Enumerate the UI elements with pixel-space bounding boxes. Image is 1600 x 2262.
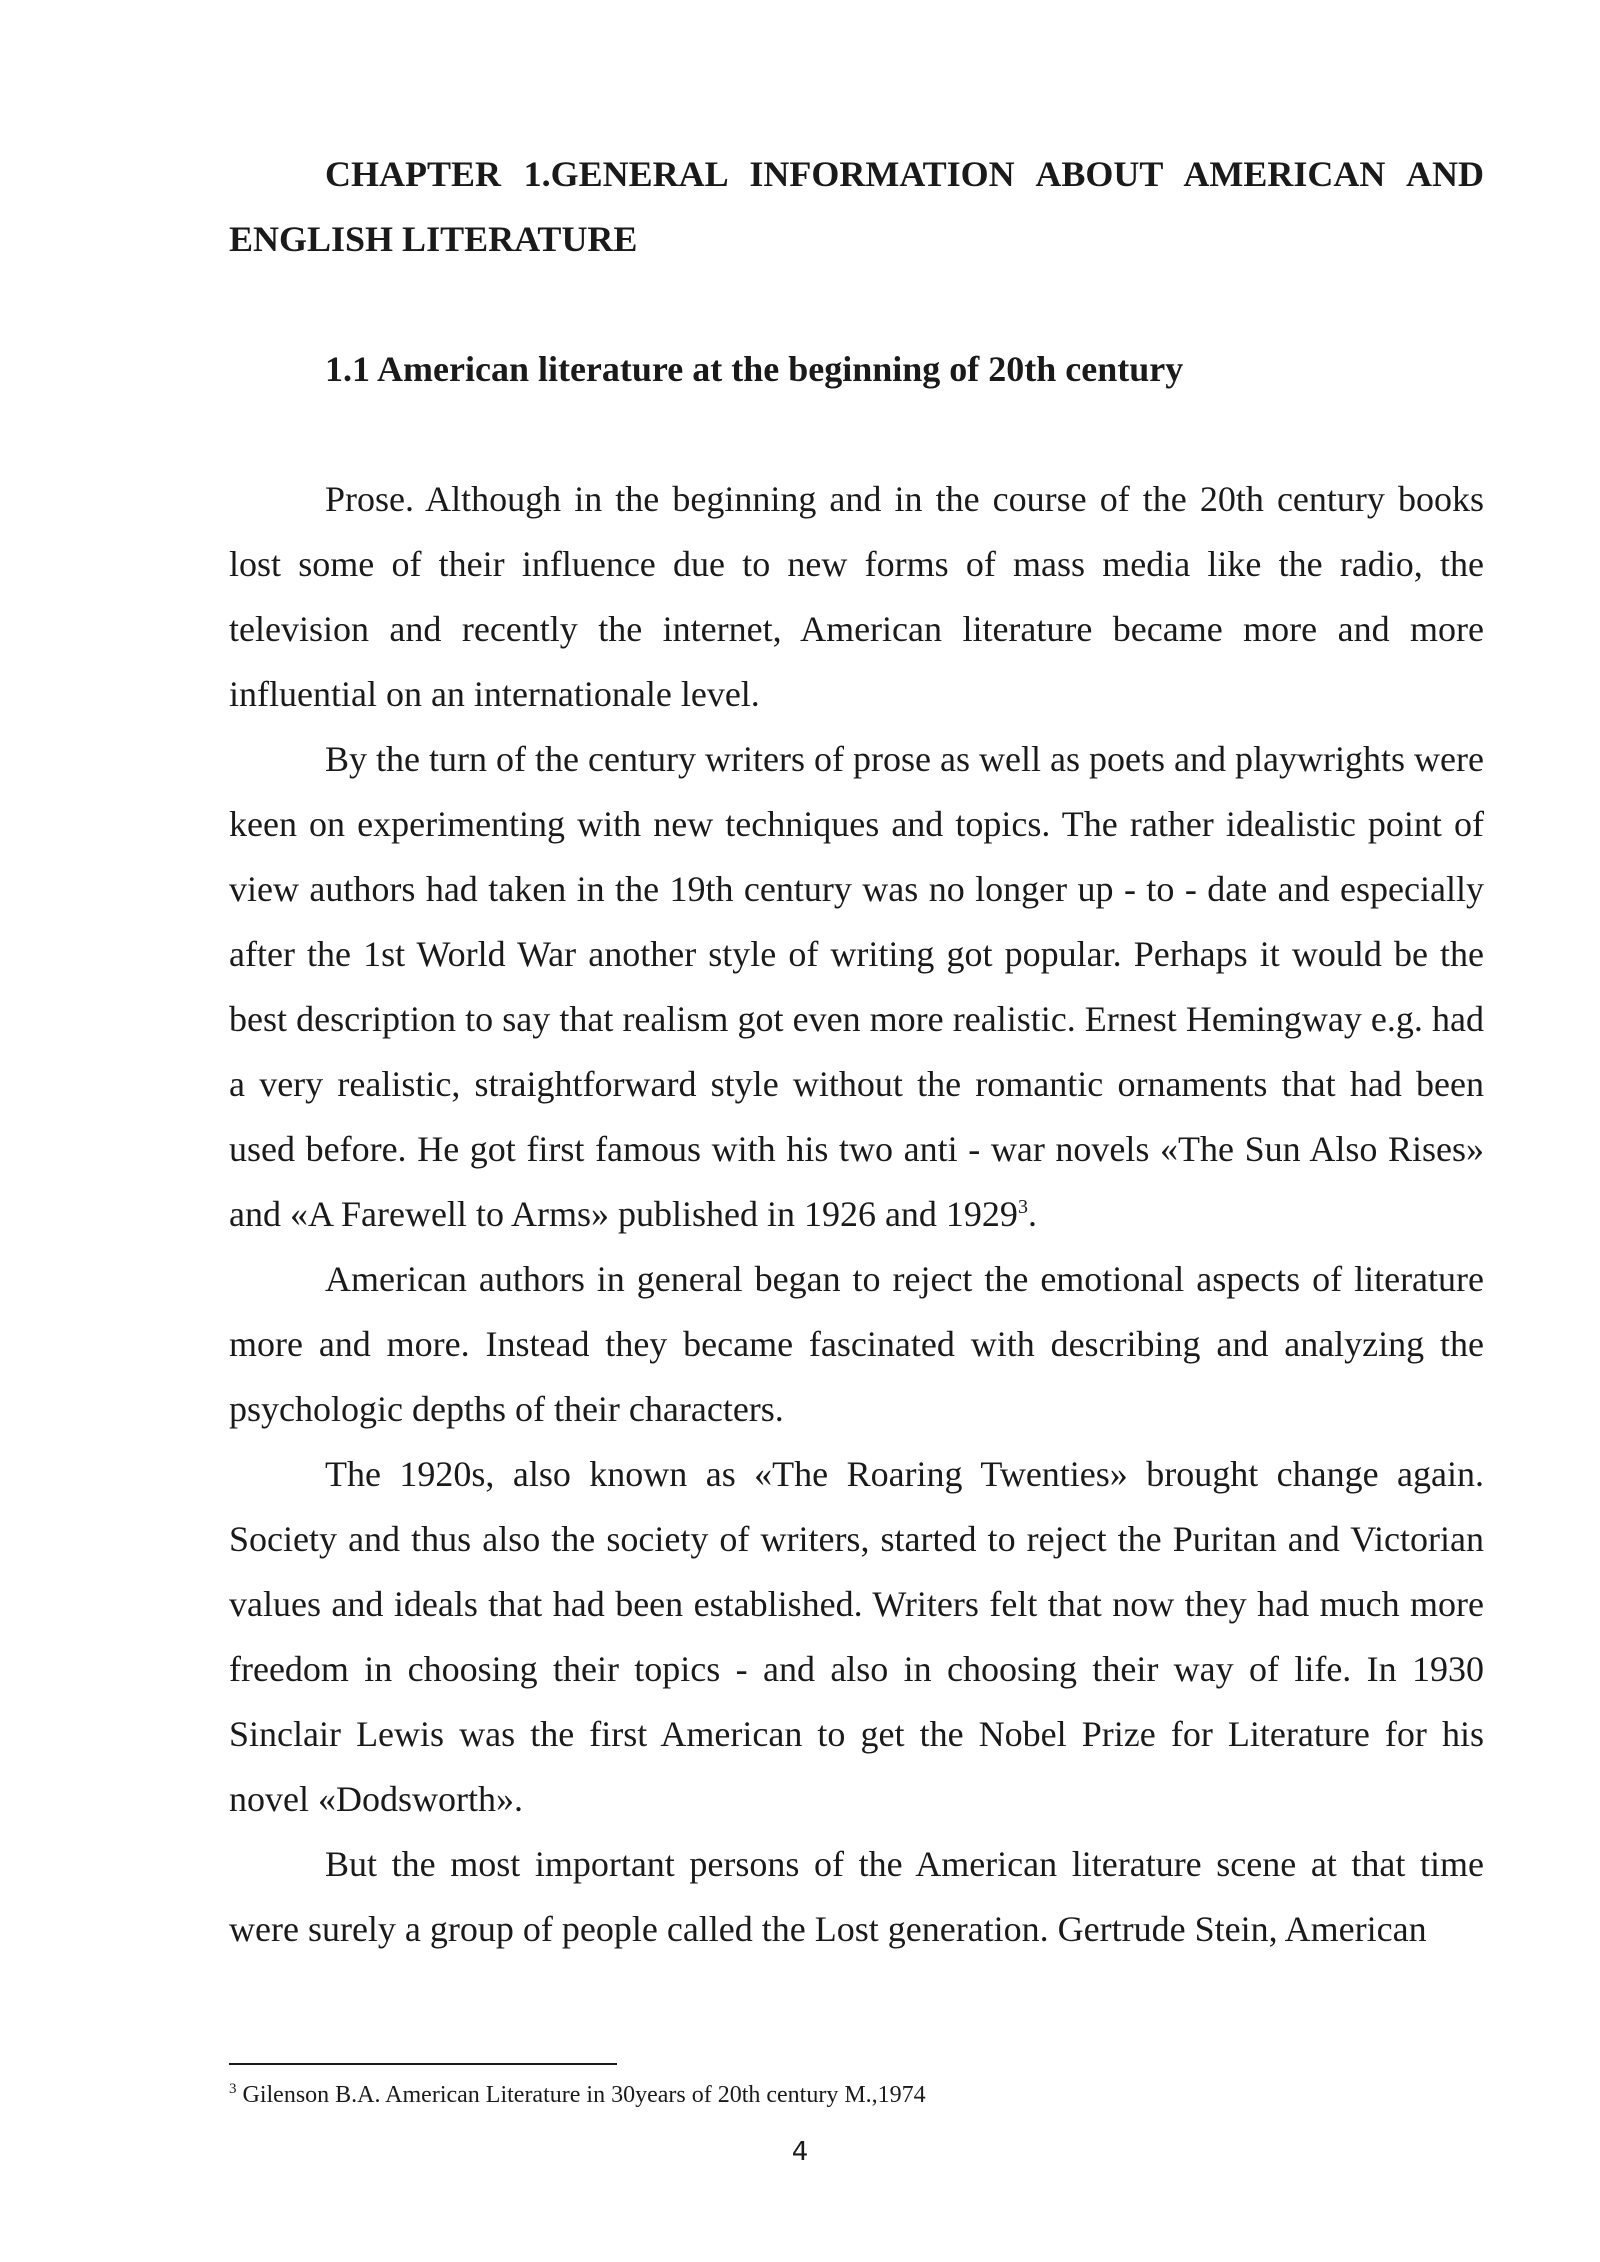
paragraph-5: But the most important persons of the American literature scene at that time were surely a group of people called the Lost generation. Gertrude Stein, American [229,1844,1484,1949]
paragraph-2-text: By the turn of the century writers of prose as well as poets and playwrights were keen on experimenting with new techniques and topics. The rather idealistic point of view authors had taken in the 19th century was no longer up - to - date and especially after the 1st World War another style of writing got popular. Perhaps it would be the best description to say that realism got even more realistic. Ernest Hemingway e.g. had a very realistic, straightforward style without the romantic ornaments that had been used before. He got first famous with his two anti - war novels «The Sun Also Rises» and «A Farewell to Arms» published in 1926 and 1929 [229,739,1484,1234]
footnote-reference[interactable]: 3 [1017,1196,1028,1218]
paragraph-4: The 1920s, also known as «The Roaring Twenties» brought change again. Society and thus also the society of writers, started to reject the Puritan and Victorian values and ideals that had been established. Writers felt that now they had much more freedom in choosing their topics - and also in choosing their way of life. In 1930 Sinclair Lewis was the first American to get the Nobel Prize for Literature for his novel «Dodsworth». [229,1454,1484,1819]
paragraph-2-end: . [1027,1194,1037,1234]
section-title: 1.1 American literature at the beginning of 20th century [325,349,1184,389]
page-number: 4 [791,2137,809,2167]
footnote-marker: 3 [229,2081,237,2097]
footnote [229,2077,1484,2113]
footnote-text: Gilenson B.A. American Literature in 30years of 20th century M.,1974 [236,2082,926,2108]
paragraph-3: American authors in general began to reject the emotional aspects of literature more and more. Instead they became fascinated with describing and analyzing the psychologic depths of their characters. [229,1259,1484,1429]
paragraph-1: Prose. Although in the beginning and in the course of the 20th century books lost some of their influence due to new forms of mass media like the radio, the television and recently the internet, American literature became more and more influential on an internationale level. [229,479,1484,714]
paragraph-2 [229,727,1484,1247]
body-text [229,467,1484,1962]
footnote-divider [229,2063,617,2065]
chapter-title: CHAPTER 1.GENERAL INFORMATION ABOUT AMERICAN AND ENGLISH LITERATURE [229,154,1484,259]
